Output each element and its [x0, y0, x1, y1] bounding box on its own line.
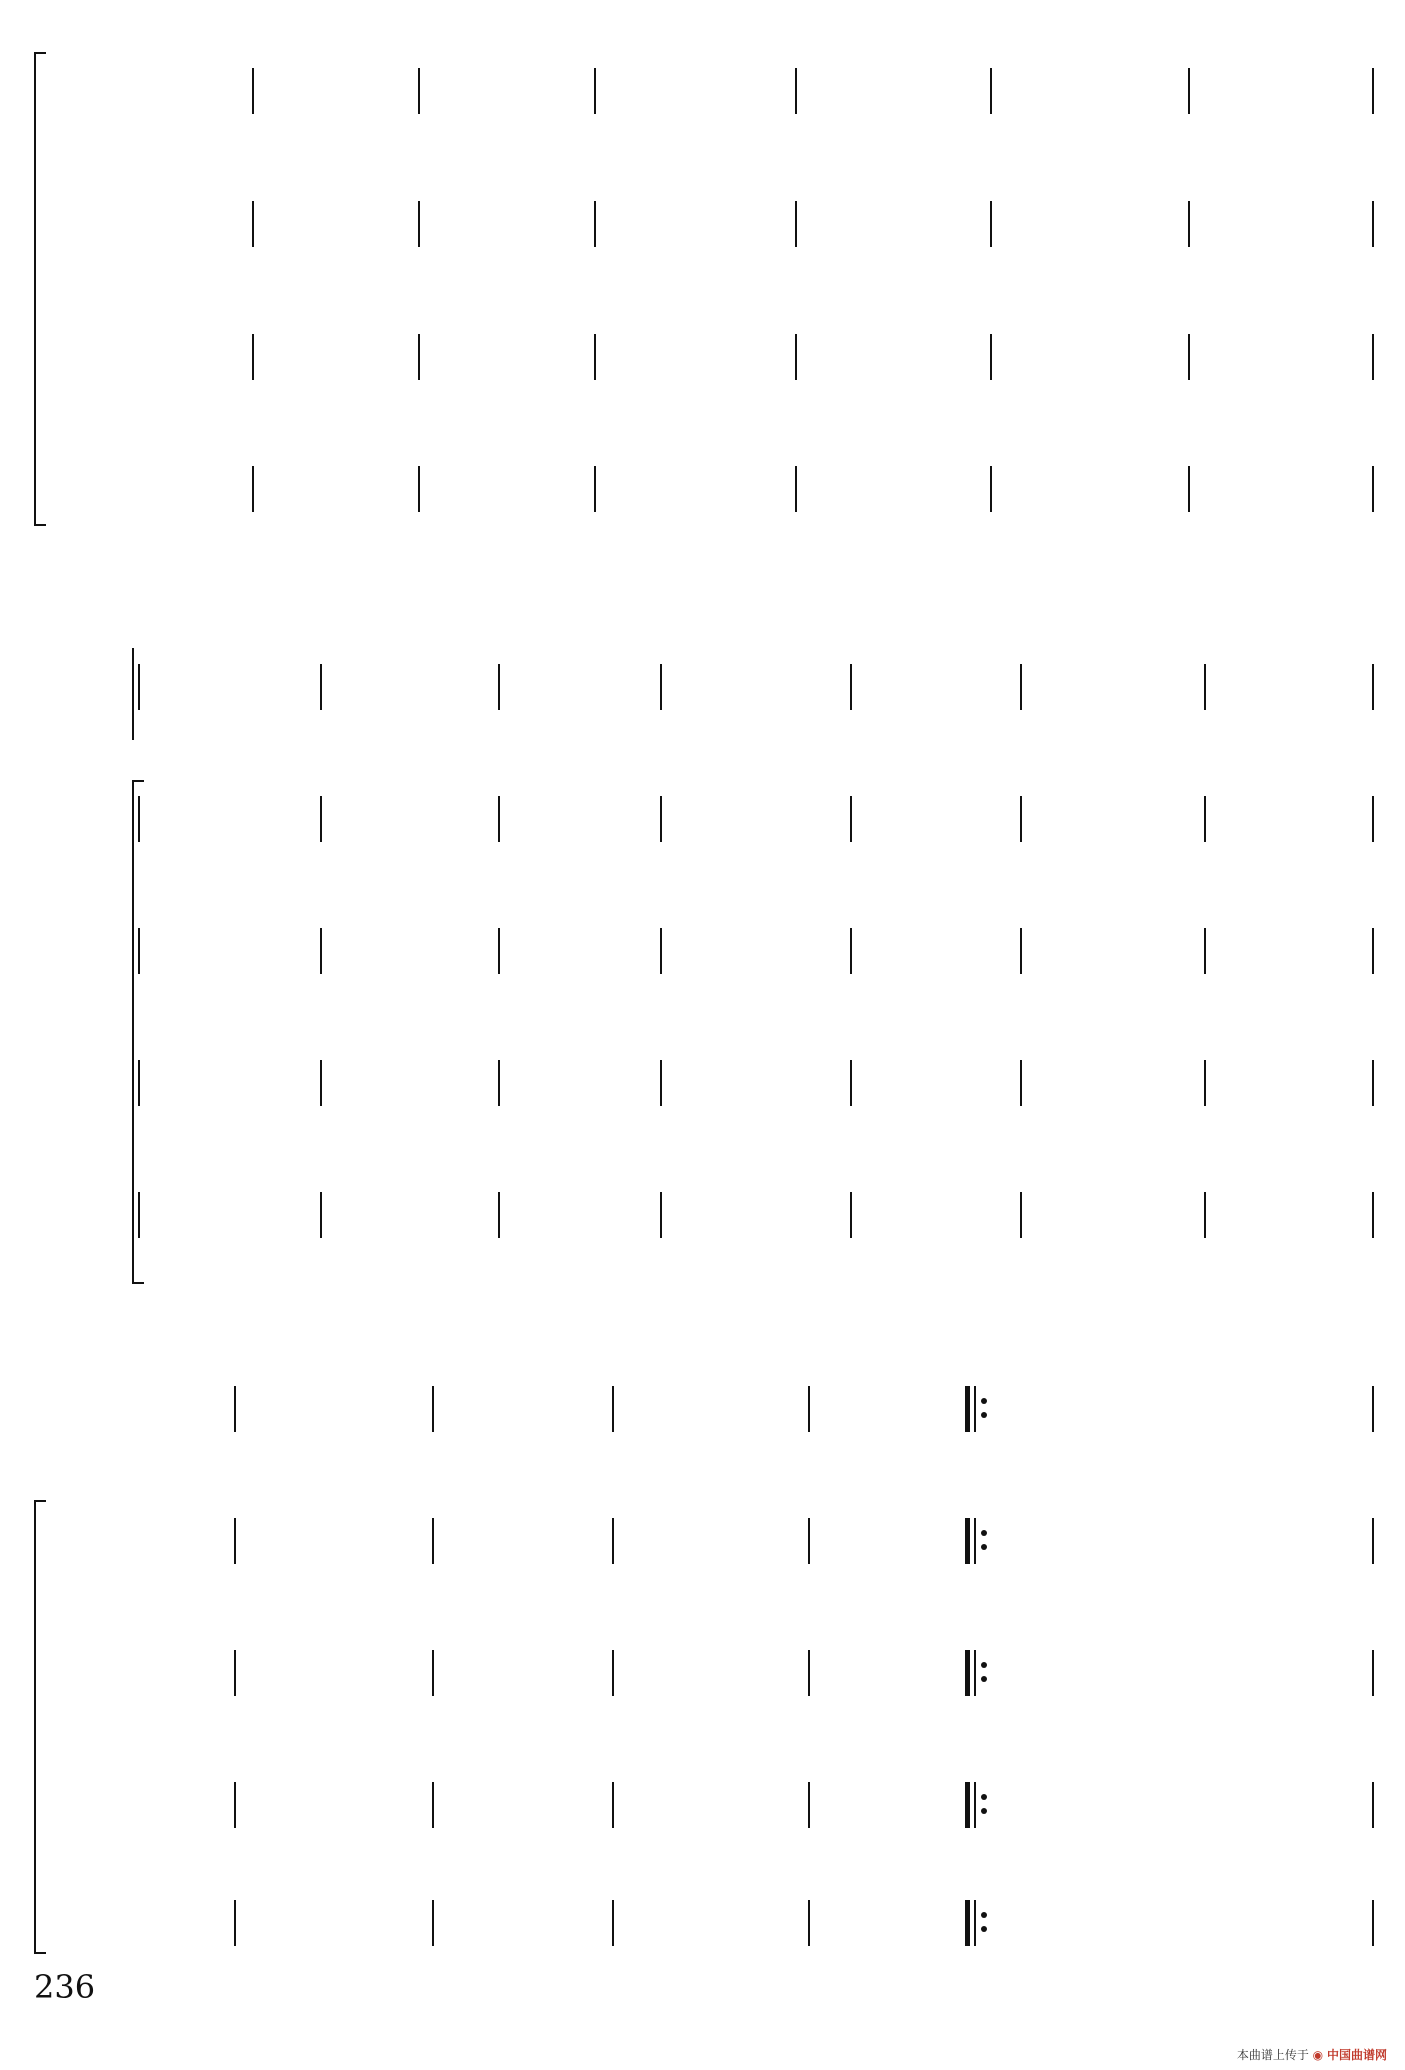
barline — [965, 1900, 970, 1946]
barline — [1020, 664, 1022, 710]
barline — [965, 1386, 970, 1432]
barline — [660, 796, 662, 842]
barline — [418, 201, 420, 247]
barline — [1372, 334, 1374, 380]
barline — [320, 1060, 322, 1106]
barline — [660, 928, 662, 974]
barline — [850, 664, 852, 710]
barline — [1204, 1060, 1206, 1106]
barline — [418, 68, 420, 114]
barline — [850, 928, 852, 974]
barline — [1204, 796, 1206, 842]
barline — [1372, 68, 1374, 114]
barline — [320, 796, 322, 842]
barline — [1188, 68, 1190, 114]
barline — [1372, 664, 1374, 710]
barline — [660, 1060, 662, 1106]
barline — [850, 1060, 852, 1106]
barline — [1372, 1192, 1374, 1238]
barline — [1372, 796, 1374, 842]
barline — [1204, 1192, 1206, 1238]
barline — [594, 201, 596, 247]
barline — [498, 928, 500, 974]
barline — [850, 1192, 852, 1238]
barline — [1372, 1060, 1374, 1106]
page-number: 236 — [34, 1968, 96, 2006]
credit-text: 本曲谱上传于 — [1236, 2048, 1309, 2062]
barline — [974, 1518, 976, 1564]
barline — [1372, 1650, 1374, 1696]
barline — [320, 928, 322, 974]
barline — [965, 1782, 970, 1828]
barline — [432, 1518, 434, 1564]
barline — [1204, 928, 1206, 974]
barline — [795, 334, 797, 380]
barline — [990, 68, 992, 114]
barline — [808, 1518, 810, 1564]
barline — [808, 1650, 810, 1696]
barline — [1188, 201, 1190, 247]
barline — [1372, 1782, 1374, 1828]
barline — [612, 1518, 614, 1564]
system-line — [132, 648, 134, 740]
barline — [138, 928, 140, 974]
barline — [498, 796, 500, 842]
barline — [795, 201, 797, 247]
barline — [612, 1782, 614, 1828]
barline — [850, 796, 852, 842]
barline — [234, 1518, 236, 1564]
barline — [1372, 201, 1374, 247]
barline — [234, 1650, 236, 1696]
barline — [990, 466, 992, 512]
barline — [1372, 1386, 1374, 1432]
barline — [974, 1650, 976, 1696]
barline — [252, 68, 254, 114]
barline — [234, 1782, 236, 1828]
barline — [252, 466, 254, 512]
repeat-dots — [981, 1792, 987, 1818]
barline — [138, 1060, 140, 1106]
barline — [974, 1900, 976, 1946]
barline — [320, 1192, 322, 1238]
barline — [965, 1518, 970, 1564]
system-bracket — [34, 1500, 46, 1954]
barline — [498, 1192, 500, 1238]
repeat-dots — [981, 1396, 987, 1422]
barline — [1372, 1518, 1374, 1564]
barline — [612, 1650, 614, 1696]
repeat-dots — [981, 1528, 987, 1554]
barline — [252, 201, 254, 247]
barline — [234, 1900, 236, 1946]
barline — [990, 334, 992, 380]
barline — [1372, 928, 1374, 974]
barline — [974, 1386, 976, 1432]
barline — [594, 68, 596, 114]
barline — [808, 1900, 810, 1946]
barline — [1020, 1060, 1022, 1106]
barline — [138, 1192, 140, 1238]
barline — [138, 664, 140, 710]
barline — [1372, 466, 1374, 512]
barline — [498, 664, 500, 710]
barline — [612, 1900, 614, 1946]
barline — [808, 1386, 810, 1432]
barline — [320, 664, 322, 710]
barline — [432, 1782, 434, 1828]
barline — [1188, 334, 1190, 380]
barline — [1204, 664, 1206, 710]
barline — [974, 1782, 976, 1828]
barline — [594, 466, 596, 512]
site-logo-icon: ◉ — [1312, 2048, 1324, 2062]
barline — [418, 334, 420, 380]
upload-credit — [1237, 2046, 1387, 2063]
barline — [432, 1650, 434, 1696]
barline — [432, 1386, 434, 1432]
barline — [1188, 466, 1190, 512]
system-bracket — [34, 52, 46, 526]
barline — [990, 201, 992, 247]
barline — [795, 68, 797, 114]
barline — [138, 796, 140, 842]
barline — [660, 1192, 662, 1238]
barline — [1372, 1900, 1374, 1946]
repeat-dots — [981, 1660, 987, 1686]
barline — [418, 466, 420, 512]
barline — [252, 334, 254, 380]
repeat-dots — [981, 1910, 987, 1936]
barline — [660, 664, 662, 710]
barline — [1020, 1192, 1022, 1238]
barline — [965, 1650, 970, 1696]
barline — [1020, 796, 1022, 842]
barline — [234, 1386, 236, 1432]
barline — [594, 334, 596, 380]
barline — [795, 466, 797, 512]
barline — [432, 1900, 434, 1946]
credit-site: 中国曲谱网 — [1326, 2048, 1387, 2062]
barline — [1020, 928, 1022, 974]
barline — [808, 1782, 810, 1828]
barline — [498, 1060, 500, 1106]
barline — [612, 1386, 614, 1432]
